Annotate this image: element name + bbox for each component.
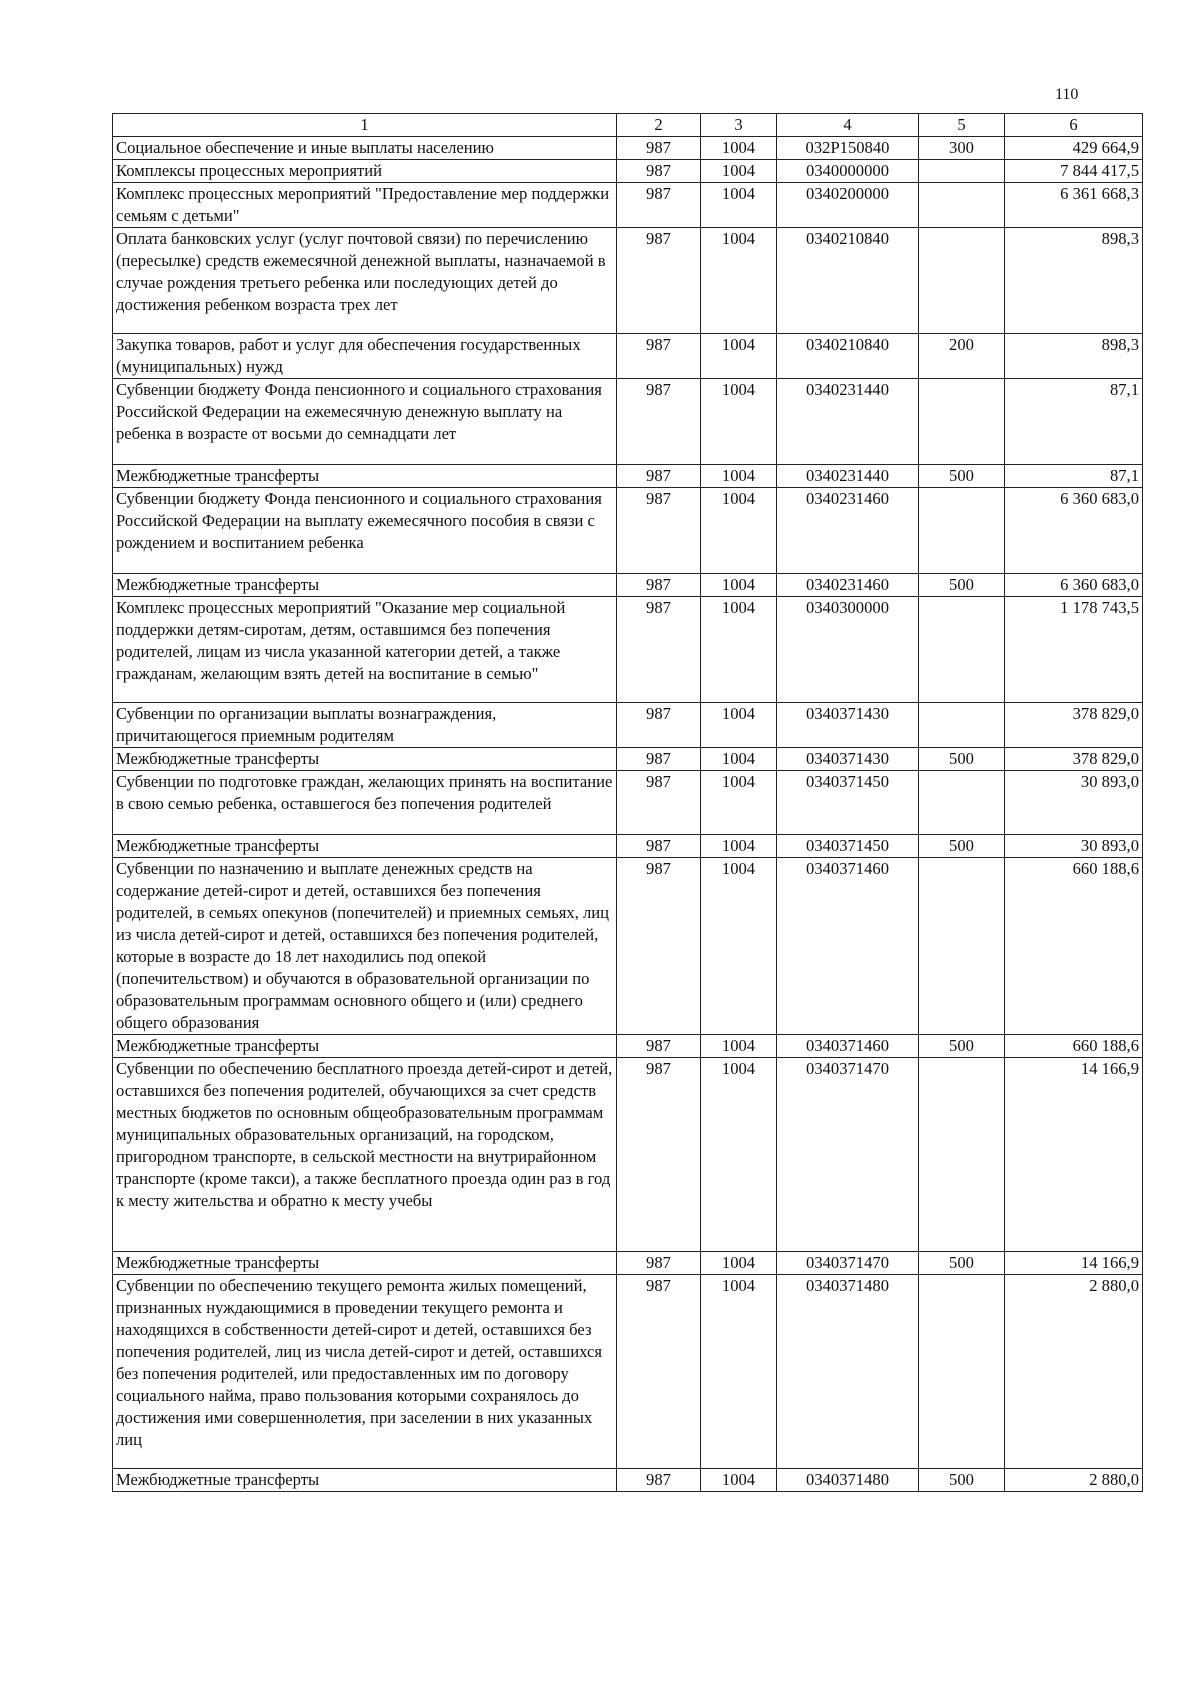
- column-5-cell: [919, 183, 1005, 228]
- column-6-cell: 1 178 743,5: [1005, 597, 1143, 703]
- table-row: [113, 835, 1143, 858]
- column-3-cell: 1004: [701, 1058, 777, 1252]
- column-5-cell: [919, 488, 1005, 574]
- table-row: [113, 771, 1143, 835]
- column-4-cell: 0340371460: [777, 1035, 919, 1058]
- table-body: [113, 114, 1143, 1492]
- column-4-cell: 0340300000: [777, 597, 919, 703]
- column-5-cell: [919, 597, 1005, 703]
- column-6-cell: 2 880,0: [1005, 1469, 1143, 1492]
- column-2-cell: 987: [617, 597, 701, 703]
- row-name-cell: Субвенции по организации выплаты вознаграждения, причитающегося приемным родителям: [113, 703, 617, 748]
- table-header-row: [113, 114, 1143, 137]
- table-row: [113, 334, 1143, 379]
- column-5-cell: [919, 1275, 1005, 1469]
- column-3-cell: 1004: [701, 858, 777, 1035]
- column-6-cell: 87,1: [1005, 465, 1143, 488]
- column-2-cell: 987: [617, 1058, 701, 1252]
- column-3-cell: 1004: [701, 334, 777, 379]
- column-4-cell: 0340231460: [777, 488, 919, 574]
- column-5-cell: 500: [919, 574, 1005, 597]
- column-2-cell: 987: [617, 748, 701, 771]
- column-3-cell: 1004: [701, 1275, 777, 1469]
- column-2-cell: 987: [617, 488, 701, 574]
- column-2-cell: 987: [617, 1275, 701, 1469]
- table-row: [113, 748, 1143, 771]
- row-name-cell: Закупка товаров, работ и услуг для обеспечения государственных (муниципальных) нужд: [113, 334, 617, 379]
- row-name-cell: Межбюджетные трансферты: [113, 1469, 617, 1492]
- column-3-cell: 1004: [701, 574, 777, 597]
- table-row: [113, 1035, 1143, 1058]
- column-4-cell: 0340371460: [777, 858, 919, 1035]
- column-2-cell: 987: [617, 1035, 701, 1058]
- column-5-cell: [919, 160, 1005, 183]
- column-5-cell: [919, 379, 1005, 465]
- column-5-cell: 500: [919, 1252, 1005, 1275]
- table-row: [113, 465, 1143, 488]
- column-6-cell: 378 829,0: [1005, 703, 1143, 748]
- column-6-cell: 7 844 417,5: [1005, 160, 1143, 183]
- column-5-cell: [919, 1058, 1005, 1252]
- column-6-cell: 429 664,9: [1005, 137, 1143, 160]
- row-name-cell: Межбюджетные трансферты: [113, 835, 617, 858]
- column-5-cell: 500: [919, 465, 1005, 488]
- column-2-cell: 987: [617, 465, 701, 488]
- column-6-cell: 660 188,6: [1005, 858, 1143, 1035]
- column-6-cell: 87,1: [1005, 379, 1143, 465]
- column-4-cell: 0340371470: [777, 1058, 919, 1252]
- column-2-cell: 987: [617, 1252, 701, 1275]
- column-6-cell: 6 360 683,0: [1005, 574, 1143, 597]
- column-header: 5: [919, 114, 1005, 137]
- row-name-cell: Комплекс процессных мероприятий "Предоставление мер поддержки семьям с детьми": [113, 183, 617, 228]
- column-2-cell: 987: [617, 137, 701, 160]
- row-name-cell: Субвенции по обеспечению бесплатного проезда детей-сирот и детей, оставшихся без попечения родителей, обучающихся за счет средств местных бюджетов по основным общеобразовательным программам муниципальных образовательных организаций, на городском, пригородном транспорте, в сельской местности на внутрирайонном транспорте (кроме такси), а также бесплатного проезда один раз в год к месту жительства и обратно к месту учебы: [113, 1058, 617, 1252]
- row-name-cell: Субвенции по подготовке граждан, желающих принять на воспитание в свою семью ребенка, оставшегося без попечения родителей: [113, 771, 617, 835]
- table-row: [113, 160, 1143, 183]
- column-6-cell: 14 166,9: [1005, 1058, 1143, 1252]
- table-row: [113, 597, 1143, 703]
- column-3-cell: 1004: [701, 1469, 777, 1492]
- column-5-cell: [919, 858, 1005, 1035]
- row-name-cell: Комплекс процессных мероприятий "Оказание мер социальной поддержки детям-сиротам, детям, оставшимся без попечения родителей, лицам из числа указанной категории детей, а также гражданам, желающим взять детей на воспитание в семью": [113, 597, 617, 703]
- column-2-cell: 987: [617, 379, 701, 465]
- table-row: [113, 379, 1143, 465]
- row-name-cell: Субвенции по обеспечению текущего ремонта жилых помещений, признанных нуждающимися в проведении текущего ремонта и находящихся в собственности детей-сирот и детей, оставшихся без попечения родителей, лиц из числа детей-сирот и детей, оставшихся без попечения родителей, или предоставленных им по договору социального найма, право пользования которыми сохранялось до достижения ими совершеннолетия, при заселении в них указанных лиц: [113, 1275, 617, 1469]
- column-3-cell: 1004: [701, 183, 777, 228]
- column-3-cell: 1004: [701, 228, 777, 334]
- column-header: 6: [1005, 114, 1143, 137]
- column-2-cell: 987: [617, 771, 701, 835]
- column-4-cell: 0340371430: [777, 748, 919, 771]
- column-4-cell: 0340200000: [777, 183, 919, 228]
- column-header: 3: [701, 114, 777, 137]
- row-name-cell: Комплексы процессных мероприятий: [113, 160, 617, 183]
- row-name-cell: Субвенции по назначению и выплате денежных средств на содержание детей-сирот и детей, оставшихся без попечения родителей, в семьях опекунов (попечителей) и приемных семьях, лиц из числа детей-сирот и детей, оставшихся без попечения родителей, которые в возрасте до 18 лет находились под опекой (попечительством) и обучаются в образовательной организации по образовательным программам основного общего и (или) среднего общего образования: [113, 858, 617, 1035]
- column-6-cell: 30 893,0: [1005, 835, 1143, 858]
- column-4-cell: 0340231440: [777, 379, 919, 465]
- column-2-cell: 987: [617, 835, 701, 858]
- column-header: 2: [617, 114, 701, 137]
- table-row: [113, 228, 1143, 334]
- column-5-cell: [919, 228, 1005, 334]
- column-3-cell: 1004: [701, 597, 777, 703]
- row-name-cell: Межбюджетные трансферты: [113, 1252, 617, 1275]
- budget-table: [112, 113, 1143, 1492]
- column-6-cell: 660 188,6: [1005, 1035, 1143, 1058]
- column-4-cell: 0340210840: [777, 334, 919, 379]
- column-6-cell: 898,3: [1005, 334, 1143, 379]
- column-5-cell: 500: [919, 1469, 1005, 1492]
- row-name-cell: Межбюджетные трансферты: [113, 748, 617, 771]
- column-5-cell: 500: [919, 835, 1005, 858]
- table-row: [113, 1058, 1143, 1252]
- column-4-cell: 0340371480: [777, 1275, 919, 1469]
- column-3-cell: 1004: [701, 137, 777, 160]
- column-6-cell: 6 361 668,3: [1005, 183, 1143, 228]
- column-4-cell: 0340371470: [777, 1252, 919, 1275]
- column-2-cell: 987: [617, 858, 701, 1035]
- column-3-cell: 1004: [701, 835, 777, 858]
- column-5-cell: 500: [919, 1035, 1005, 1058]
- table-row: [113, 183, 1143, 228]
- column-6-cell: 14 166,9: [1005, 1252, 1143, 1275]
- column-4-cell: 0340371480: [777, 1469, 919, 1492]
- column-5-cell: 200: [919, 334, 1005, 379]
- table-row: [113, 1469, 1143, 1492]
- column-header: 4: [777, 114, 919, 137]
- column-4-cell: 0340000000: [777, 160, 919, 183]
- column-3-cell: 1004: [701, 703, 777, 748]
- column-4-cell: 0340231460: [777, 574, 919, 597]
- column-3-cell: 1004: [701, 1252, 777, 1275]
- column-4-cell: 0340371430: [777, 703, 919, 748]
- column-4-cell: 0340231440: [777, 465, 919, 488]
- column-2-cell: 987: [617, 334, 701, 379]
- column-3-cell: 1004: [701, 488, 777, 574]
- column-6-cell: 898,3: [1005, 228, 1143, 334]
- column-3-cell: 1004: [701, 748, 777, 771]
- table-row: [113, 488, 1143, 574]
- row-name-cell: Межбюджетные трансферты: [113, 1035, 617, 1058]
- column-header: 1: [113, 114, 617, 137]
- row-name-cell: Субвенции бюджету Фонда пенсионного и социального страхования Российской Федерации на выплату ежемесячного пособия в связи с рождением и воспитанием ребенка: [113, 488, 617, 574]
- column-6-cell: 2 880,0: [1005, 1275, 1143, 1469]
- column-5-cell: [919, 771, 1005, 835]
- column-3-cell: 1004: [701, 379, 777, 465]
- column-3-cell: 1004: [701, 771, 777, 835]
- row-name-cell: Оплата банковских услуг (услуг почтовой связи) по перечислению (пересылке) средств ежемесячной денежной выплаты, назначаемой в случае рождения третьего ребенка или последующих детей до достижения ребенком возраста трех лет: [113, 228, 617, 334]
- column-5-cell: 300: [919, 137, 1005, 160]
- column-4-cell: 032P150840: [777, 137, 919, 160]
- table-row: [113, 858, 1143, 1035]
- column-5-cell: 500: [919, 748, 1005, 771]
- column-2-cell: 987: [617, 228, 701, 334]
- column-6-cell: 6 360 683,0: [1005, 488, 1143, 574]
- row-name-cell: Межбюджетные трансферты: [113, 574, 617, 597]
- page-number: 110: [1055, 86, 1079, 103]
- column-3-cell: 1004: [701, 465, 777, 488]
- column-2-cell: 987: [617, 703, 701, 748]
- column-4-cell: 0340210840: [777, 228, 919, 334]
- column-2-cell: 987: [617, 1469, 701, 1492]
- table-row: [113, 1275, 1143, 1469]
- column-2-cell: 987: [617, 183, 701, 228]
- column-4-cell: 0340371450: [777, 771, 919, 835]
- column-3-cell: 1004: [701, 160, 777, 183]
- column-6-cell: 30 893,0: [1005, 771, 1143, 835]
- row-name-cell: Социальное обеспечение и иные выплаты населению: [113, 137, 617, 160]
- column-3-cell: 1004: [701, 1035, 777, 1058]
- table-row: [113, 574, 1143, 597]
- table-row: [113, 1252, 1143, 1275]
- column-2-cell: 987: [617, 574, 701, 597]
- column-2-cell: 987: [617, 160, 701, 183]
- column-5-cell: [919, 703, 1005, 748]
- table-row: [113, 137, 1143, 160]
- column-4-cell: 0340371450: [777, 835, 919, 858]
- table-row: [113, 703, 1143, 748]
- row-name-cell: Межбюджетные трансферты: [113, 465, 617, 488]
- column-6-cell: 378 829,0: [1005, 748, 1143, 771]
- row-name-cell: Субвенции бюджету Фонда пенсионного и социального страхования Российской Федерации на ежемесячную денежную выплату на ребенка в возрасте от восьми до семнадцати лет: [113, 379, 617, 465]
